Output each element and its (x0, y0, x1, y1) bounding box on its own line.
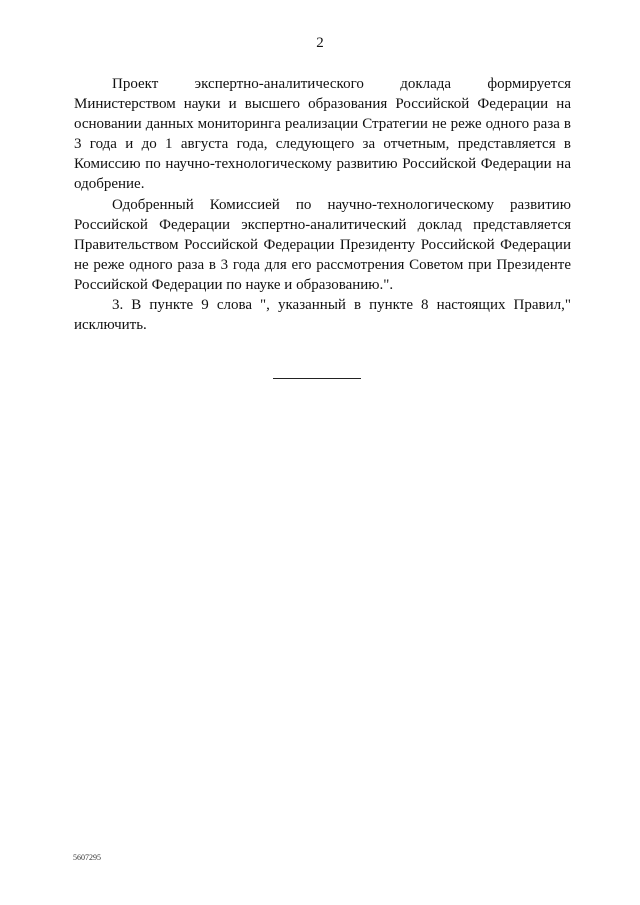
page-number: 2 (316, 35, 324, 51)
paragraph-report-draft: Проект экспертно-аналитического доклада формируется Министерством науки и высшего образования Российской Федерации на основании данных мониторинга реализации Стратегии не реже одного раза в 3 года и до 1 августа года, следующего за отчетным, представляется в Комиссию по научно-технологическому развитию Российской Федерации на одобрение. (74, 76, 571, 193)
document-body (74, 74, 571, 335)
paragraph-item-3: 3. В пункте 9 слова ", указанный в пункте 8 настоящих Правил," исключить. (74, 297, 571, 334)
end-of-text-line (273, 378, 361, 379)
document-code: 5607295 (73, 853, 101, 862)
paragraph-report-approval: Одобренный Комиссией по научно-технологическому развитию Российской Федерации экспертно-аналитический доклад представляется Правительством Российской Федерации Президенту Российской Федерации не реже одного раза в 3 года для его рассмотрения Советом при Президенте Российской Федерации по науке и образованию.". (74, 196, 571, 293)
